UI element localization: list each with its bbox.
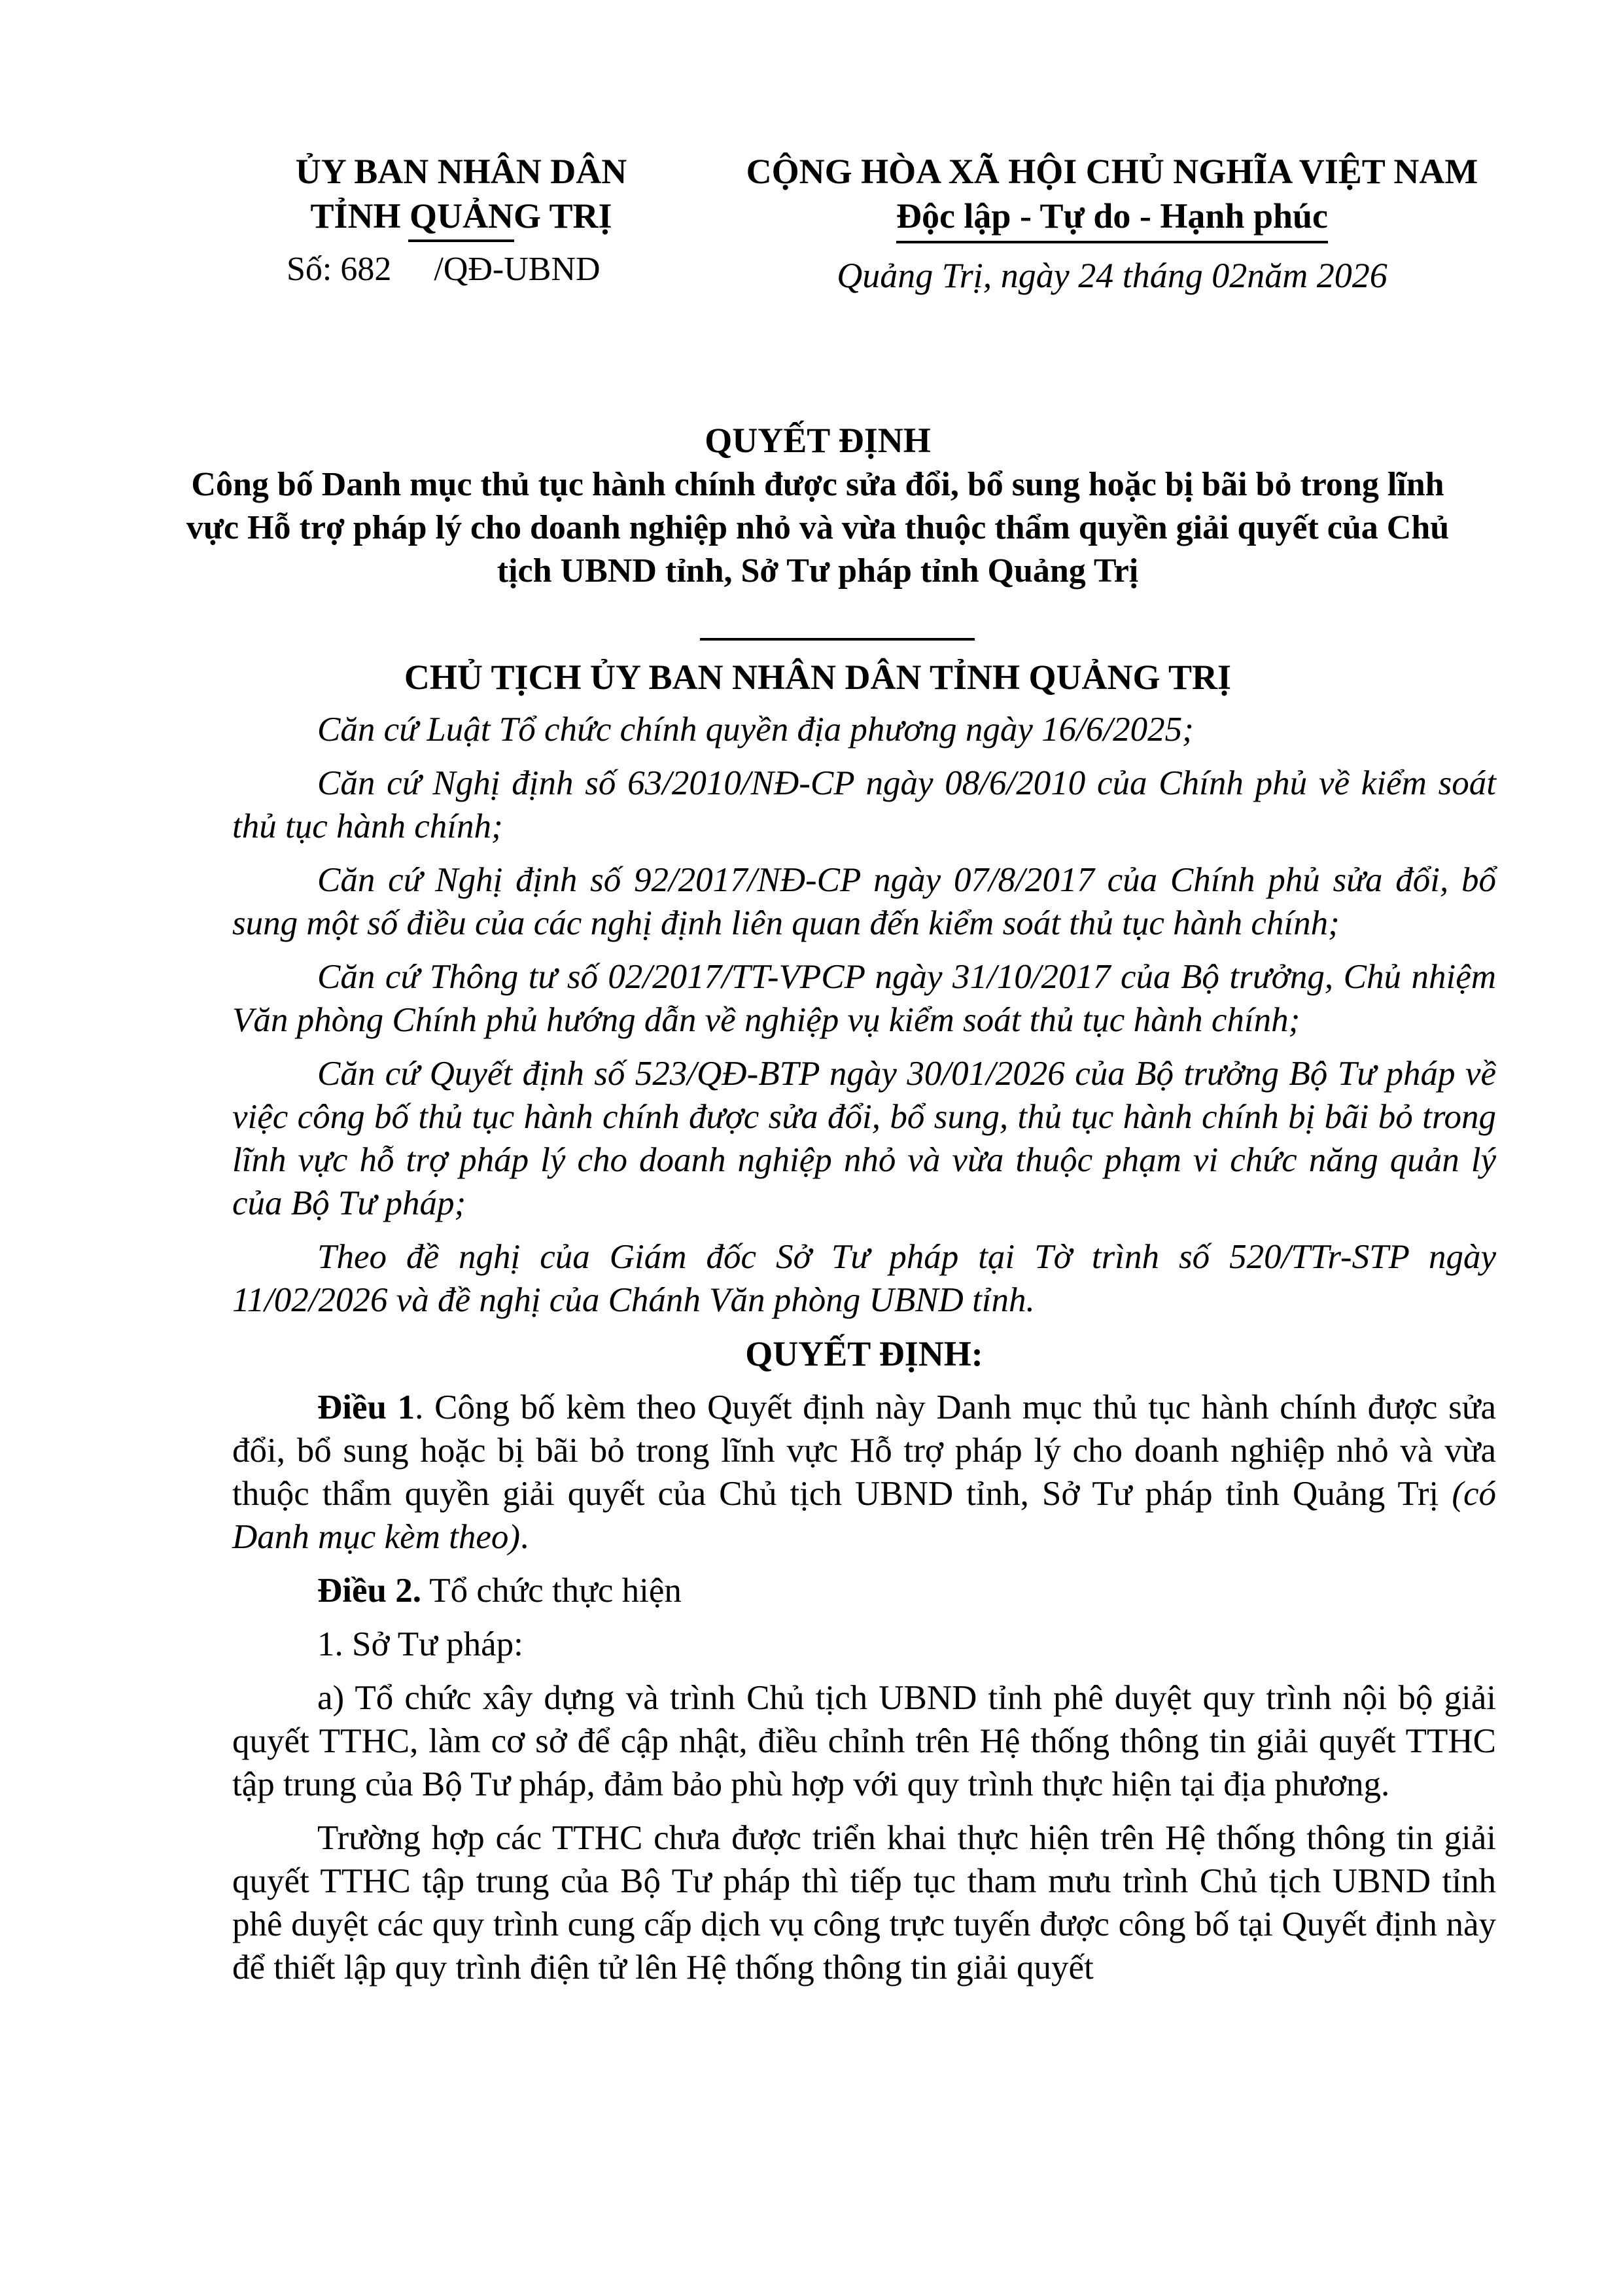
document-title: QUYẾT ĐỊNH: [705, 421, 931, 460]
title-divider: [700, 638, 975, 641]
legal-basis: Căn cứ Luật Tổ chức chính quyền địa phương ngày 16/6/2025;: [317, 711, 1194, 749]
document-body: [232, 708, 1496, 2000]
article-1-note: (có Danh mục kèm theo): [232, 1475, 1496, 1556]
place-date: Quảng Trị, ngày 24 tháng 02năm 2026: [837, 256, 1387, 295]
issuing-agency: [236, 149, 687, 238]
national-heading: [680, 149, 1544, 238]
national-title: CỘNG HÒA XÃ HỘI CHỦ NGHĨA VIỆT NAM: [746, 152, 1478, 191]
legal-basis: Căn cứ Thông tư số 02/2017/TT-VPCP ngày 31/10/2017 của Bộ trưởng, Chủ nhiệm Văn phòng Chính phủ hướng dẫn về nghiệp vụ kiểm soát thủ tục hành chính;: [232, 958, 1496, 1039]
article-2: [232, 1569, 1496, 1612]
article-1: [232, 1386, 1496, 1559]
agency-name: ỦY BAN NHÂN DÂN: [295, 152, 627, 191]
article-1-text: . Công bố kèm theo Quyết định này Danh mục thủ tục hành chính được sửa đổi, bổ sung hoặc bị bãi bỏ trong lĩnh vực Hỗ trợ pháp lý cho doanh nghiệp nhỏ và vừa thuộc thẩm quyền giải quyết của Chủ tịch UBND tỉnh, Sở Tư pháp tỉnh Quảng Trị: [232, 1388, 1496, 1513]
decision-heading: QUYẾT ĐỊNH:: [745, 1334, 983, 1373]
article-1-end: .: [520, 1518, 529, 1556]
document-subject: Công bố Danh mục thủ tục hành chính được sửa đổi, bổ sung hoặc bị bãi bỏ trong lĩnh vực Hỗ trợ pháp lý cho doanh nghiệp nhỏ và vừa thuộc thẩm quyền giải quyết của Chủ tịch UBND tỉnh, Sở Tư pháp tỉnh Quảng Trị: [186, 466, 1450, 590]
article-2-text: Tổ chức thực hiện: [421, 1572, 682, 1610]
article-2-label: Điều 2.: [317, 1572, 421, 1610]
issuing-authority: CHỦ TỊCH ỦY BAN NHÂN DÂN TỈNH QUẢNG TRỊ: [404, 658, 1232, 697]
document-number: Số: 682 /QĐ-UBND: [287, 251, 601, 288]
agency-province: TỈNH QUẢNG TRỊ: [310, 194, 612, 238]
article-1-label: Điều 1: [317, 1388, 415, 1426]
legal-basis: Căn cứ Nghị định số 63/2010/NĐ-CP ngày 08/6/2010 của Chính phủ về kiểm soát thủ tục hành chính;: [232, 764, 1496, 845]
legal-basis: Căn cứ Quyết định số 523/QĐ-BTP ngày 30/01/2026 của Bộ trưởng Bộ Tư pháp về việc công bố thủ tục hành chính được sửa đổi, bổ sung, thủ tục hành chính bị bãi bỏ trong lĩnh vực hỗ trợ pháp lý cho doanh nghiệp nhỏ và vừa thuộc phạm vi chức năng quản lý của Bộ Tư pháp;: [232, 1055, 1496, 1222]
article-2-item-1: 1. Sở Tư pháp:: [317, 1625, 523, 1663]
legal-basis: Theo đề nghị của Giám đốc Sở Tư pháp tại Tờ trình số 520/TTr-STP ngày 11/02/2026 và đề nghị của Chánh Văn phòng UBND tỉnh.: [232, 1238, 1496, 1319]
article-2-item-1a: a) Tổ chức xây dựng và trình Chủ tịch UBND tỉnh phê duyệt quy trình nội bộ giải quyết TTHC, làm cơ sở để cập nhật, điều chỉnh trên Hệ thống thông tin giải quyết TTHC tập trung của Bộ Tư pháp, đảm bảo phù hợp với quy trình thực hiện tại địa phương.: [232, 1679, 1496, 1803]
national-motto: Độc lập - Tự do - Hạnh phúc: [896, 194, 1328, 238]
legal-basis: Căn cứ Nghị định số 92/2017/NĐ-CP ngày 07/8/2017 của Chính phủ sửa đổi, bổ sung một số điều của các nghị định liên quan đến kiểm soát thủ tục hành chính;: [232, 861, 1496, 942]
article-2-item-1a-continued: Trường hợp các TTHC chưa được triển khai thực hiện trên Hệ thống thông tin giải quyết TTHC tập trung của Bộ Tư pháp thì tiếp tục tham mưu trình Chủ tịch UBND tỉnh phê duyệt các quy trình cung cấp dịch vụ công trực tuyến được công bố tại Quyết định này để thiết lập quy trình điện tử lên Hệ thống thông tin giải quyết: [232, 1819, 1496, 1987]
